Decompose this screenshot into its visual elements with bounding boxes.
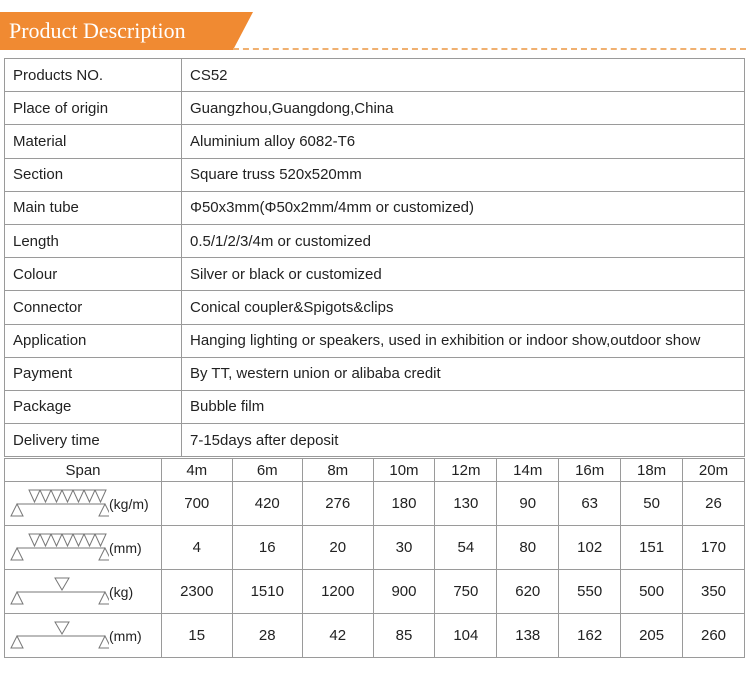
load-value-cell: 15 [162,614,233,658]
description-table [4,58,745,457]
description-row [5,92,745,125]
span-header-cell: 4m [162,459,233,482]
load-value-cell: 276 [303,482,374,526]
description-value: Hanging lighting or speakers, used in exhibition or indoor show,outdoor show [182,324,745,357]
load-value-cell: 170 [683,526,745,570]
description-value: Silver or black or customized [182,258,745,291]
description-row [5,224,745,257]
load-value-cell: 750 [435,570,497,614]
load-value-cell: 85 [373,614,435,658]
load-unit: (kg) [109,584,134,600]
description-label: Application [5,324,182,357]
description-value: Guangzhou,Guangdong,China [182,92,745,125]
description-label: Section [5,158,182,191]
description-row [5,390,745,423]
description-label: Payment [5,357,182,390]
load-value-cell: 550 [559,570,621,614]
description-label: Package [5,390,182,423]
description-label: Connector [5,291,182,324]
load-value-cell: 500 [621,570,683,614]
span-data-row [5,482,745,526]
span-data-row [5,570,745,614]
description-row [5,258,745,291]
description-value: Square truss 520x520mm [182,158,745,191]
load-value-cell: 28 [232,614,303,658]
description-label: Products NO. [5,59,182,92]
load-type-cell [5,570,162,614]
description-row [5,125,745,158]
section-title: Product Description [0,12,233,50]
load-value-cell: 104 [435,614,497,658]
span-header-row [5,459,745,482]
uniform-load-diagram-icon [9,486,109,520]
span-header-cell: 20m [683,459,745,482]
description-row [5,424,745,457]
span-header-cell: 16m [559,459,621,482]
load-value-cell: 138 [497,614,559,658]
span-header-cell: 12m [435,459,497,482]
span-header-cell: 10m [373,459,435,482]
description-value: Conical coupler&Spigots&clips [182,291,745,324]
span-header-cell: 6m [232,459,303,482]
load-value-cell: 4 [162,526,233,570]
load-value-cell: 620 [497,570,559,614]
description-row [5,158,745,191]
load-value-cell: 26 [683,482,745,526]
load-value-cell: 700 [162,482,233,526]
load-value-cell: 20 [303,526,374,570]
description-value: Φ50x3mm(Φ50x2mm/4mm or customized) [182,191,745,224]
load-type-cell [5,526,162,570]
load-value-cell: 80 [497,526,559,570]
header-divider [233,48,746,50]
span-data-row [5,614,745,658]
description-label: Place of origin [5,92,182,125]
load-value-cell: 2300 [162,570,233,614]
description-row [5,191,745,224]
load-unit: (mm) [109,628,142,644]
description-label: Material [5,125,182,158]
description-value: CS52 [182,59,745,92]
point-load-diagram-icon [9,574,109,608]
span-header-cell: 8m [303,459,374,482]
description-value: 7-15days after deposit [182,424,745,457]
load-value-cell: 420 [232,482,303,526]
load-value-cell: 102 [559,526,621,570]
description-row [5,59,745,92]
load-value-cell: 151 [621,526,683,570]
description-value: Bubble film [182,390,745,423]
span-header-cell: 18m [621,459,683,482]
load-value-cell: 54 [435,526,497,570]
description-row [5,324,745,357]
load-value-cell: 63 [559,482,621,526]
description-label: Delivery time [5,424,182,457]
load-value-cell: 130 [435,482,497,526]
description-label: Main tube [5,191,182,224]
span-label: Span [5,459,162,482]
load-value-cell: 30 [373,526,435,570]
description-label: Length [5,224,182,257]
load-unit: (mm) [109,540,142,556]
load-value-cell: 42 [303,614,374,658]
point-load-diagram-icon [9,618,109,652]
description-value: By TT, western union or alibaba credit [182,357,745,390]
load-value-cell: 205 [621,614,683,658]
load-value-cell: 90 [497,482,559,526]
description-label: Colour [5,258,182,291]
load-value-cell: 260 [683,614,745,658]
load-value-cell: 900 [373,570,435,614]
uniform-load-diagram-icon [9,530,109,564]
load-value-cell: 16 [232,526,303,570]
span-load-table [4,458,745,658]
span-header-cell: 14m [497,459,559,482]
description-value: 0.5/1/2/3/4m or customized [182,224,745,257]
load-value-cell: 350 [683,570,745,614]
load-value-cell: 1510 [232,570,303,614]
load-unit: (kg/m) [109,496,149,512]
description-row [5,291,745,324]
load-value-cell: 50 [621,482,683,526]
description-row [5,357,745,390]
load-value-cell: 180 [373,482,435,526]
section-header [0,0,750,52]
title-notch [233,12,253,50]
load-value-cell: 1200 [303,570,374,614]
description-value: Aluminium alloy 6082-T6 [182,125,745,158]
load-type-cell [5,482,162,526]
load-value-cell: 162 [559,614,621,658]
load-type-cell [5,614,162,658]
span-data-row [5,526,745,570]
